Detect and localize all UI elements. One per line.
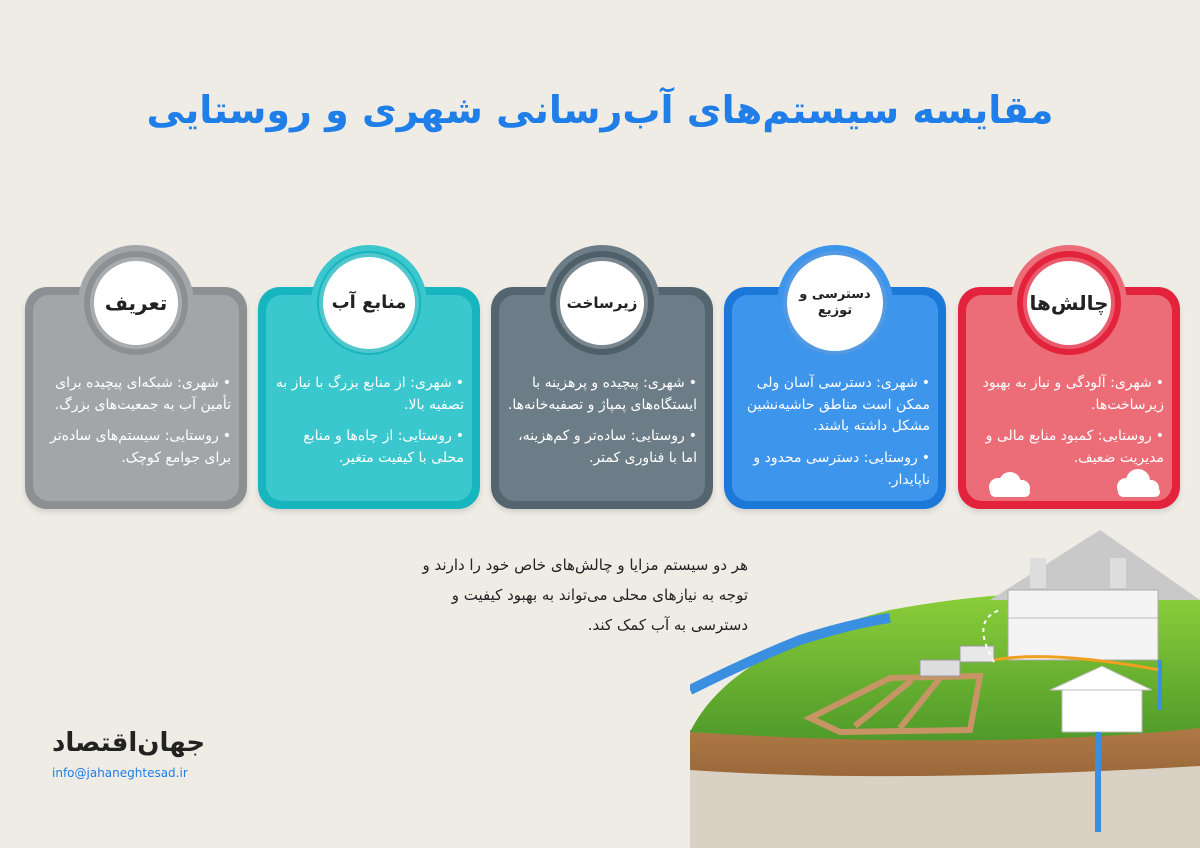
bullet-icon: • — [1155, 375, 1164, 391]
bullet-icon: • — [688, 428, 697, 445]
card-badge — [78, 245, 194, 361]
urban-text: شهری: آلودگی و نیاز به بهبود زیرساخت‌ها. — [982, 375, 1164, 413]
rural-text: روستایی: از چاه‌ها و منابع محلی با کیفیت متغیر. — [303, 428, 464, 467]
card-body — [974, 373, 1164, 480]
card-body — [274, 373, 464, 480]
bullet-icon: • — [921, 375, 930, 391]
card-challenges — [958, 287, 1180, 509]
urban-text: شهری: از منابع بزرگ با نیاز به تصفیه بالا. — [275, 375, 464, 413]
card-heading: چالش‌ها — [1027, 261, 1111, 345]
urban-text: شهری: دسترسی آسان ولی ممکن است مناطق حاشیه‌نشین مشکل داشته باشند. — [746, 375, 930, 435]
brand-logo: جهان‌اقتصاد — [52, 728, 206, 758]
card-access — [724, 287, 946, 509]
card-badge — [311, 245, 427, 361]
card-definition — [25, 287, 247, 509]
summary-note: هر دو سیستم مزایا و چالش‌های خاص خود را دارند و توجه به نیازهای محلی می‌تواند به بهبود کیفیت و دسترسی به آب کمک کند. — [422, 556, 748, 634]
card-heading: منابع آب — [323, 257, 415, 349]
card-badge — [1011, 245, 1127, 361]
card-infrastructure — [491, 287, 713, 509]
bullet-icon: • — [222, 375, 231, 391]
bullet-icon: • — [455, 375, 464, 391]
card-badge — [777, 245, 893, 361]
card-body — [507, 373, 697, 480]
rural-text: روستایی: سیستم‌های ساده‌تر برای جوامع کوچک. — [50, 428, 231, 467]
bullet-icon: • — [455, 428, 464, 445]
card-body — [41, 373, 231, 480]
rural-text: روستایی: دسترسی محدود و ناپایدار. — [753, 450, 930, 488]
card-heading: زیرساخت — [560, 261, 644, 345]
bullet-icon: • — [222, 428, 231, 445]
urban-text: شهری: پیچیده و پرهزینه با ایستگاه‌های پمپاژ و تصفیه‌خانه‌ها. — [507, 375, 697, 413]
card-water-sources — [258, 287, 480, 509]
page-title: مقایسه سیستم‌های آب‌رسانی شهری و روستایی — [146, 88, 1054, 132]
card-heading: تعریف — [94, 261, 178, 345]
bullet-icon: • — [921, 450, 930, 467]
card-body — [740, 373, 930, 501]
urban-text: شهری: شبکه‌ای پیچیده برای تأمین آب به جمعیت‌های بزرگ. — [54, 375, 231, 413]
card-badge — [544, 245, 660, 361]
water-system-illustration — [690, 500, 1200, 848]
brand-email[interactable]: info@jahaneghtesad.ir — [52, 766, 188, 780]
bullet-icon: • — [1155, 428, 1164, 445]
rural-text: روستایی: ساده‌تر و کم‌هزینه، اما با فناوری کمتر. — [518, 428, 697, 467]
card-heading: دسترسی و توزیع — [787, 255, 883, 351]
rural-text: روستایی: کمبود منابع مالی و مدیریت ضعیف. — [985, 428, 1164, 467]
cloud-icon — [976, 465, 1166, 505]
bullet-icon: • — [688, 375, 697, 391]
